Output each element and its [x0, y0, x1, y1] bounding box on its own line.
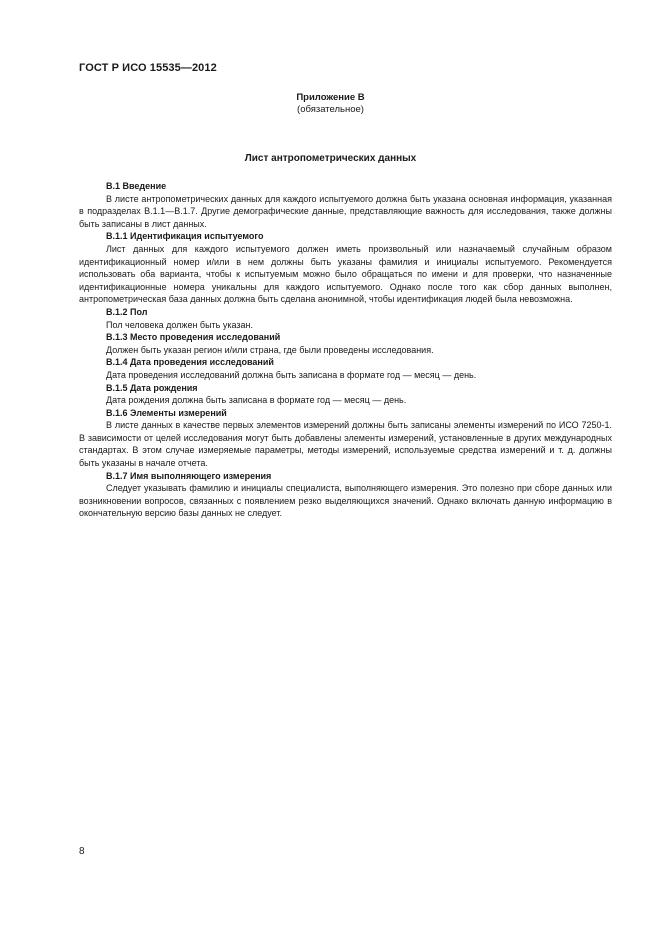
- section-paragraph: В листе антропометрических данных для каждого испытуемого должна быть указана основная информация, указанная в подразделах В.1.1—В.1.7. Другие демографические данные, представляющие важность для исследования, также должны быть записаны в лист данных.: [79, 193, 612, 229]
- section-heading: В.1.4 Дата проведения исследований: [106, 357, 274, 368]
- section-paragraph: Должен быть указан регион и/или страна, где были проведены исследования.: [106, 344, 434, 355]
- section-paragraph: В листе данных в качестве первых элементов измерений должны быть записаны элементы измерений по ИСО 7250-1. В зависимости от целей исследования могут быть добавлены элементы измерений, установленные в других международных стандартах. В этом случае измеряемые параметры, методы измерений, используемые средства измерений и т. д. должны быть указаны в начале отчета.: [79, 420, 612, 469]
- appendix-title: Приложение В: [296, 92, 365, 103]
- section-heading: В.1.6 Элементы измерений: [106, 407, 227, 418]
- section-paragraph: Дата проведения исследований должна быть записана в формате год — месяц — день.: [106, 369, 477, 380]
- appendix-block: [0, 92, 661, 116]
- section-heading: В.1 Введение: [106, 181, 167, 191]
- document-title: Лист антропометрических данных: [244, 153, 417, 164]
- section-paragraph: Следует указывать фамилию и инициалы специалиста, выполняющего измерения. Это полезно при сборе данных или возникновении вопросов, связанных с появлением резко выделяющихся значений. Однако включать данную информацию в окончательную версию базы данных не следует.: [79, 483, 612, 519]
- document-code: ГОСТ Р ИСО 15535—2012: [79, 62, 217, 74]
- section-paragraph: Дата рождения должна быть записана в формате год — месяц — день.: [106, 395, 407, 406]
- section-paragraph: Лист данных для каждого испытуемого должен иметь произвольный или назначаемый случайным образом идентификационный номер и/или в нем должны быть указаны фамилия и инициалы испытуемого. Рекомендуется использовать оба варианта, чтобы к испытуемым можно было обращаться по имени и для проверки, что назначенные идентификационные номера уникальны для каждого испытуемого. Однако после того как сбор данных выполнен, антропометрическая база данных должна быть сделана анонимной, чтобы идентификация людей была невозможна.: [79, 243, 612, 305]
- section-heading: В.1.1 Идентификация испытуемого: [106, 231, 264, 242]
- section-heading: В.1.5 Дата рождения: [106, 382, 198, 393]
- section-heading: В.1.3 Место проведения исследований: [106, 332, 281, 343]
- section-paragraph: Пол человека должен быть указан.: [106, 319, 253, 330]
- document-body: [79, 180, 612, 520]
- appendix-status: (обязательное): [297, 104, 364, 115]
- section-heading: В.1.7 Имя выполняющего измерения: [106, 470, 272, 481]
- page-number: 8: [79, 846, 85, 857]
- section-heading: В.1.2 Пол: [106, 306, 148, 317]
